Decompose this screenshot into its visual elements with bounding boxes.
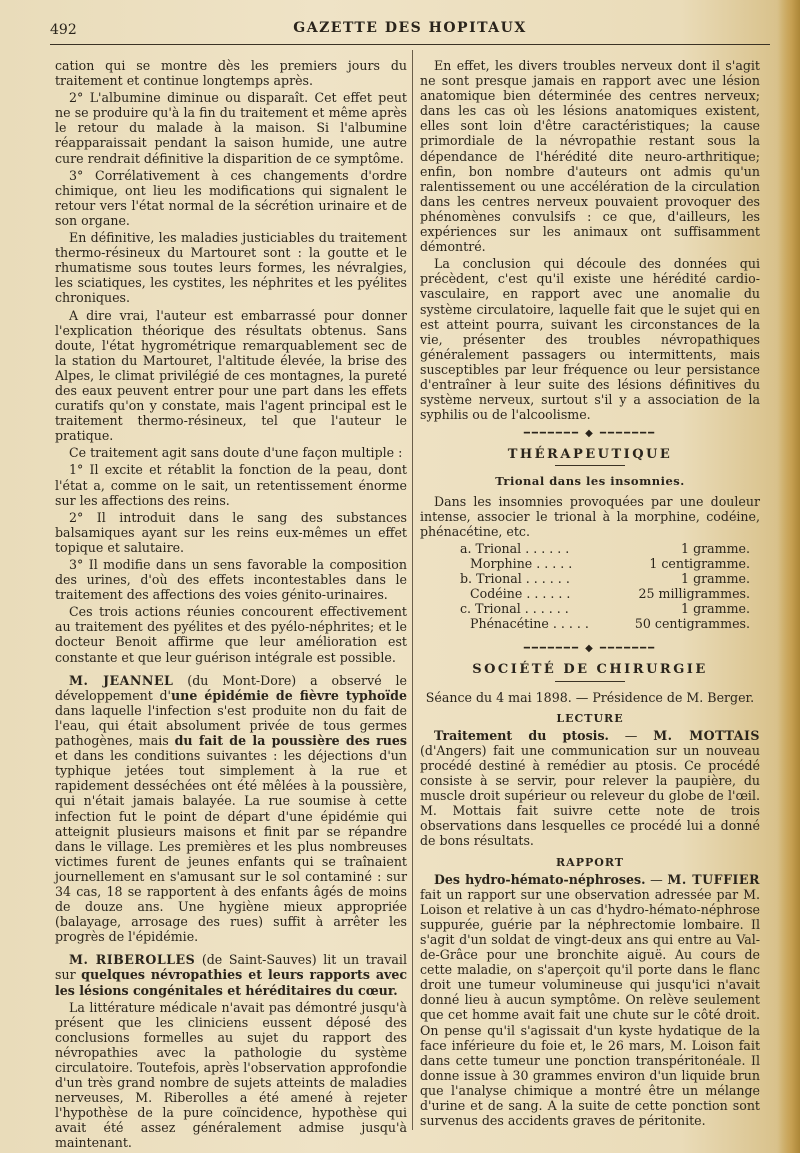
paragraph: En effet, les divers troubles nerveux dont il s'agit ne sont presque jamais en rapport avec une lésion anatomique bien déterminée des centres nerveux; dans les cas où les lésions anatomiques existent, elles sont loin d'être caractéristiques; la cause primordiale de la névropathie restant sous la dépendance de l'hérédité dite neuro-arthritique; enfin, bon nombre d'auteurs ont admis qu'un ralentissement ou une accélération de la circulation dans les centres nerveux pouvaient provoquer des phénomènes convulsifs : ce que, d'ailleurs, les expériences sur les animaux ont suffisamment démontré. (420, 58, 760, 255)
heading-rule (555, 465, 625, 466)
trional-heading: Trional dans les insomnies. (495, 474, 685, 489)
author-name: M. JEANNEL (69, 672, 174, 688)
lecture-heading: LECTURE (556, 711, 624, 725)
paragraph: 3° Corrélativement à ces changements d'ordre chimique, ont lieu les modifications qui signalent le retour vers l'état normal de la sécrétion urinaire et de son organe. (55, 167, 407, 228)
section-ornament: ━━━━━━━ ◆ ━━━━━━━ (523, 643, 657, 655)
jeannel-paragraph: M. JEANNEL (du Mont-Dore) a observé le développement d'une épidémie de fièvre typhoïde dans laquelle l'infection s'est produite non du fait de l'eau, qui était absolument privée de tous germes pathogènes, mais du fait de la poussière des rues et dans les conditions suivantes : les déjections d'un typhique jetées tout simplement à la rue et rapidement desséchées ont été mêlées à la poussière, qui n'était jamais balayée. La rue soumise à cette infection fut le point de départ d'une épidémie qui atteignit plusieurs maisons et finit par se répandre dans le village. Les premières et les plus nombreuses victimes furent de jeunes enfants qui se traînaient journellement en s'amusant sur le sol contaminé : sur 34 cas, 18 se rapportent à des enfants âgés de moins de douze ans. Une hygiène mieux appropriée (balayage, arrosage des rues) suffit à arrêter les progrès de l'épidémie. (55, 672, 408, 945)
paragraph: Ce traitement agit sans doute d'une façon multiple : (69, 445, 403, 461)
societe-heading: SOCIÉTÉ DE CHIRURGIE (472, 662, 708, 678)
page-edge-stain (778, 0, 800, 1153)
page-header (50, 18, 770, 45)
formula-list (440, 541, 760, 632)
formula-row: b. Trional . . . . . . 1 gramme. (460, 571, 750, 586)
page-number: 492 (50, 22, 77, 38)
seance-line: Séance du 4 mai 1898. — Présidence de M. Berger. (425, 689, 755, 705)
ptosis-paragraph: Traitement du ptosis. — M. MOTTAIS (d'Angers) fait une communication sur un nouveau procédé destiné à remédier au ptosis. Ce procédé consiste à se servir, pour relever la paupière, du muscle droit supérieur ou releveur du globe de l'œil. M. Mottais fait suivre cette note de trois observations dans lesquelles ce procédé lui a donné de bons résultats. (420, 727, 761, 849)
paragraph: 2° L'albumine diminue ou disparaît. Cet effet peut ne se produire qu'à la fin du traitement et même après le retour du malade à la maison. Si l'albumine réapparaissait pendant la saison humide, une autre cure rendrait définitive la disparition de ce symptôme. (55, 90, 407, 166)
formula-row: Phénacétine . . . . . 50 centigrammes. (470, 616, 750, 632)
paragraph: En définitive, les maladies justiciables du traitement thermo-résineux du Martouret sont : la goutte et le rhumatisme sous toutes leurs formes, les névralgies, les sciatiques, les cystites, les néphrites et les pyélites chroniques. (55, 230, 407, 306)
section-ornament: ━━━━━━━ ◆ ━━━━━━━ (523, 428, 657, 440)
formula-row: Codéine . . . . . . 25 milligrammes. (470, 586, 750, 602)
paragraph: 3° Il modifie dans un sens favorable la composition des urines, d'où des effets incontestables dans le traitement des affections des voies génito-urinaires. (55, 557, 407, 603)
riberolles-paragraph: M. RIBEROLLES (de Saint-Sauves) lit un travail sur quelques névropathies et leurs rapports avec les lésions congénitales et héréditaires du cœur. (55, 952, 407, 998)
formula-row: c. Trional . . . . . . 1 gramme. (460, 601, 750, 617)
therapeutique-heading: THÉRAPEUTIQUE (507, 447, 673, 463)
paragraph: A dire vrai, l'auteur est embarrassé pour donner l'explication théorique des résultats obtenus. Sans doute, l'état hygrométrique remarquablement sec de la station du Martouret, l'altitude élevée, la brise des Alpes, le climat privilégié de ces montagnes, la pureté des eaux peuvent entrer pour une part dans les effets curatifs qu'on y constate, mais l'agent principal est le traitement thermo-résineux, tel que l'auteur le pratique. (55, 307, 407, 444)
paragraph: 1° Il excite et rétablit la fonction de la peau, dont l'état a, comme on le sait, un retentissement énorme sur les affections des reins. (55, 462, 407, 508)
running-title: GAZETTE DES HOPITAUX (293, 20, 527, 36)
formula-row: a. Trional . . . . . . 1 gramme. (460, 540, 750, 556)
paragraph: 2° Il introduit dans le sang des substances balsamiques ayant sur les reins eux-mêmes un effet topique et salutaire. (55, 509, 407, 555)
formula-row: Morphine . . . . . 1 centigramme. (470, 555, 750, 571)
author-name: M. RIBEROLLES (69, 952, 196, 968)
paragraph: La conclusion qui découle des données qui précèdent, c'est qu'il existe une hérédité cardio-vasculaire, en rapport avec une anomalie du système circulatoire, laquelle fait que le sujet qui en est atteint pourra, suivant les circonstances de la vie, présenter des troubles névropathiques généralement passagers ou intermittents, mais susceptibles par leur fréquence ou leur persistance d'entraîner à leur suite des lésions définitives du système nerveux, surtout s'il y a association de la syphilis ou de l'alcoolisme. (420, 256, 760, 423)
paragraph: cation qui se montre dès les premiers jours du traitement et continue longtemps après. (55, 58, 407, 89)
left-column (55, 58, 408, 1151)
rapport-heading: RAPPORT (556, 855, 624, 869)
paragraph: La littérature médicale n'avait pas démontré jusqu'à présent que les cliniciens eussent déposé des conclusions formelles au sujet du rapport des névropathies avec la pathologie du système circulatoire. Toutefois, après l'observation approfondie d'un très grand nombre de sujets atteints de maladies nerveuses, M. Riberolles a été amené à rejeter l'hypothèse de la pure coïncidence, hypothèse qui avait été assez généralement admise jusqu'à maintenant. (55, 999, 407, 1151)
column-divider (412, 50, 413, 1130)
paragraph: Ces trois actions réunies concourent effectivement au traitement des pyélites et des pyélo-néphrites; et le docteur Benoit affirme que leur amélioration est constante et que leur guérison intégrale est possible. (55, 604, 407, 665)
heading-rule (555, 681, 625, 682)
right-column (420, 58, 761, 1129)
paragraph: Dans les insomnies provoquées par une douleur intense, associer le trional à la morphine, codéine, phénacétine, etc. (420, 493, 760, 539)
hydro-paragraph: Des hydro-hémato-néphroses. — M. TUFFIER fait un rapport sur une observation adressée par M. Loison et relative à un cas d'hydro-hémato-néphrose suppurée, guérie par la néphrectomie lombaire. Il s'agit d'un soldat de vingt-deux ans qui entre au Val-de-Grâce pour une bronchite aiguë. Au cours de cette maladie, on s'aperçoit qu'il porte dans le flanc droit une tumeur volumineuse qui jusqu'ici n'avait donné lieu à aucun symptôme. On relève seulement que cet homme avait fait une chute sur le côté droit. On pense qu'il s'agissait d'un kyste hydatique de la face inférieure du foie et, le 26 mars, M. Loison fait dans cette tumeur une ponction transpéritonéale. Il donne issue à 30 grammes environ d'un liquide brun que l'analyse chimique a montré être un mélange d'urine et de sang. A la suite de cette ponction sont survenus des accidents graves de péritonite. (420, 871, 760, 1129)
